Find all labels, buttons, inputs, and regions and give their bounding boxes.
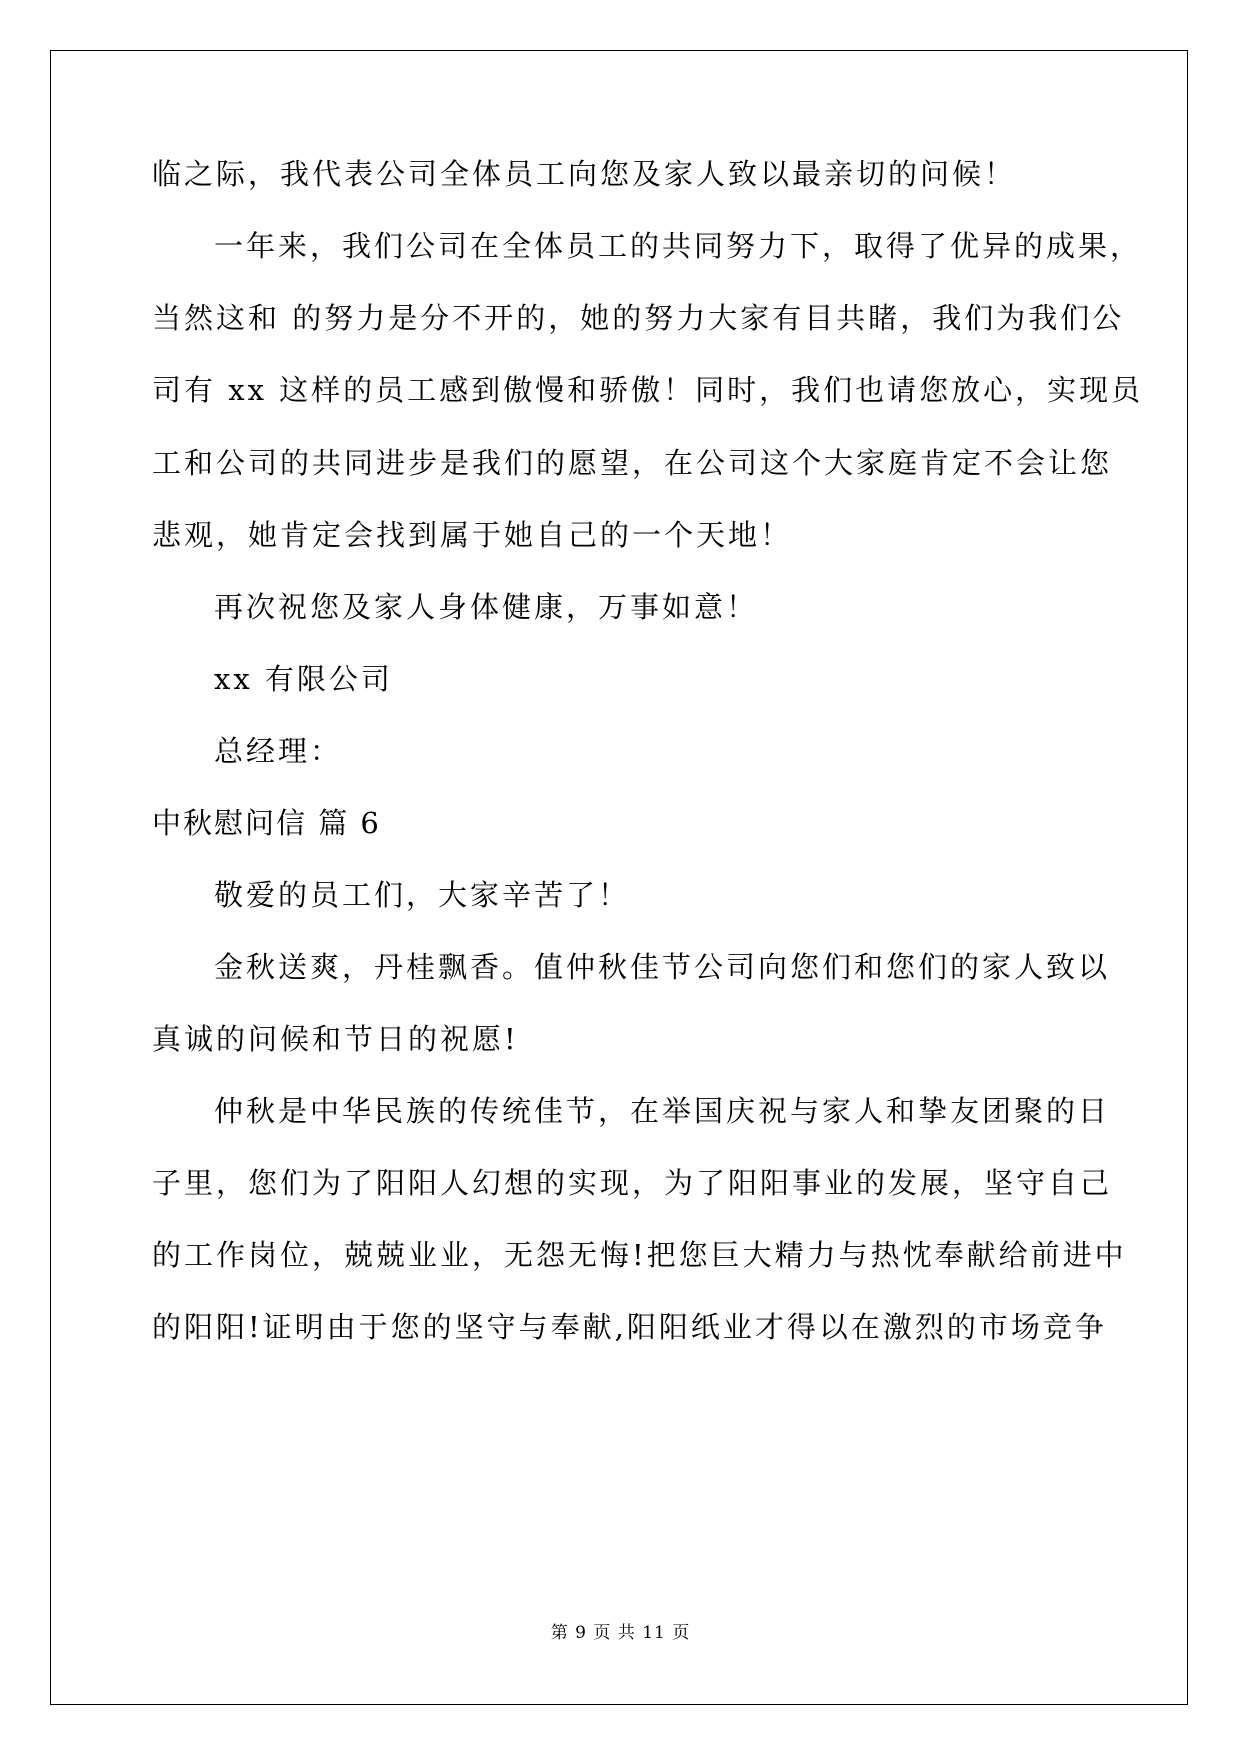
paragraph-line: 工和公司的共同进步是我们的愿望，在公司这个大家庭肯定不会让您: [152, 446, 1113, 480]
section-heading: 中秋慰问信 篇 6: [152, 806, 381, 840]
paragraph-line: 的阳阳!证明由于您的坚守与奉献,阳阳纸业才得以在激烈的市场竞争: [152, 1310, 1107, 1344]
paragraph-line: 真诚的问候和节日的祝愿!: [152, 1022, 519, 1056]
paragraph-line: 当然这和 的努力是分不开的，她的努力大家有目共睹，我们为我们公: [152, 301, 1125, 335]
paragraph-line: 司有 xx 这样的员工感到傲慢和骄傲！同时，我们也请您放心，实现员: [152, 373, 1144, 407]
paragraph-line: 金秋送爽，丹桂飘香。值仲秋佳节公司向您们和您们的家人致以: [214, 950, 1111, 984]
signature-company: xx 有限公司: [214, 662, 393, 696]
paragraph-line: 临之际，我代表公司全体员工向您及家人致以最亲切的问候！: [152, 157, 1017, 191]
paragraph-line: 仲秋是中华民族的传统佳节，在举国庆祝与家人和挚友团聚的日: [214, 1094, 1111, 1128]
paragraph-line: 再次祝您及家人身体健康，万事如意！: [214, 590, 759, 624]
page-number-footer: 第 9 页 共 11 页: [550, 1623, 691, 1643]
paragraph-line: 的工作岗位，兢兢业业，无怨无悔!把您巨大精力与热忱奉献给前进中: [152, 1238, 1127, 1272]
greeting-line: 敬爱的员工们，大家辛苦了！: [214, 878, 631, 912]
signature-title: 总经理：: [214, 734, 343, 768]
paragraph-line: 悲观，她肯定会找到属于她自己的一个天地！: [152, 518, 793, 552]
paragraph-line: 子里，您们为了阳阳人幻想的实现，为了阳阳事业的发展，坚守自己: [152, 1166, 1113, 1200]
paragraph-line: 一年来，我们公司在全体员工的共同努力下，取得了优异的成果，: [214, 229, 1143, 263]
